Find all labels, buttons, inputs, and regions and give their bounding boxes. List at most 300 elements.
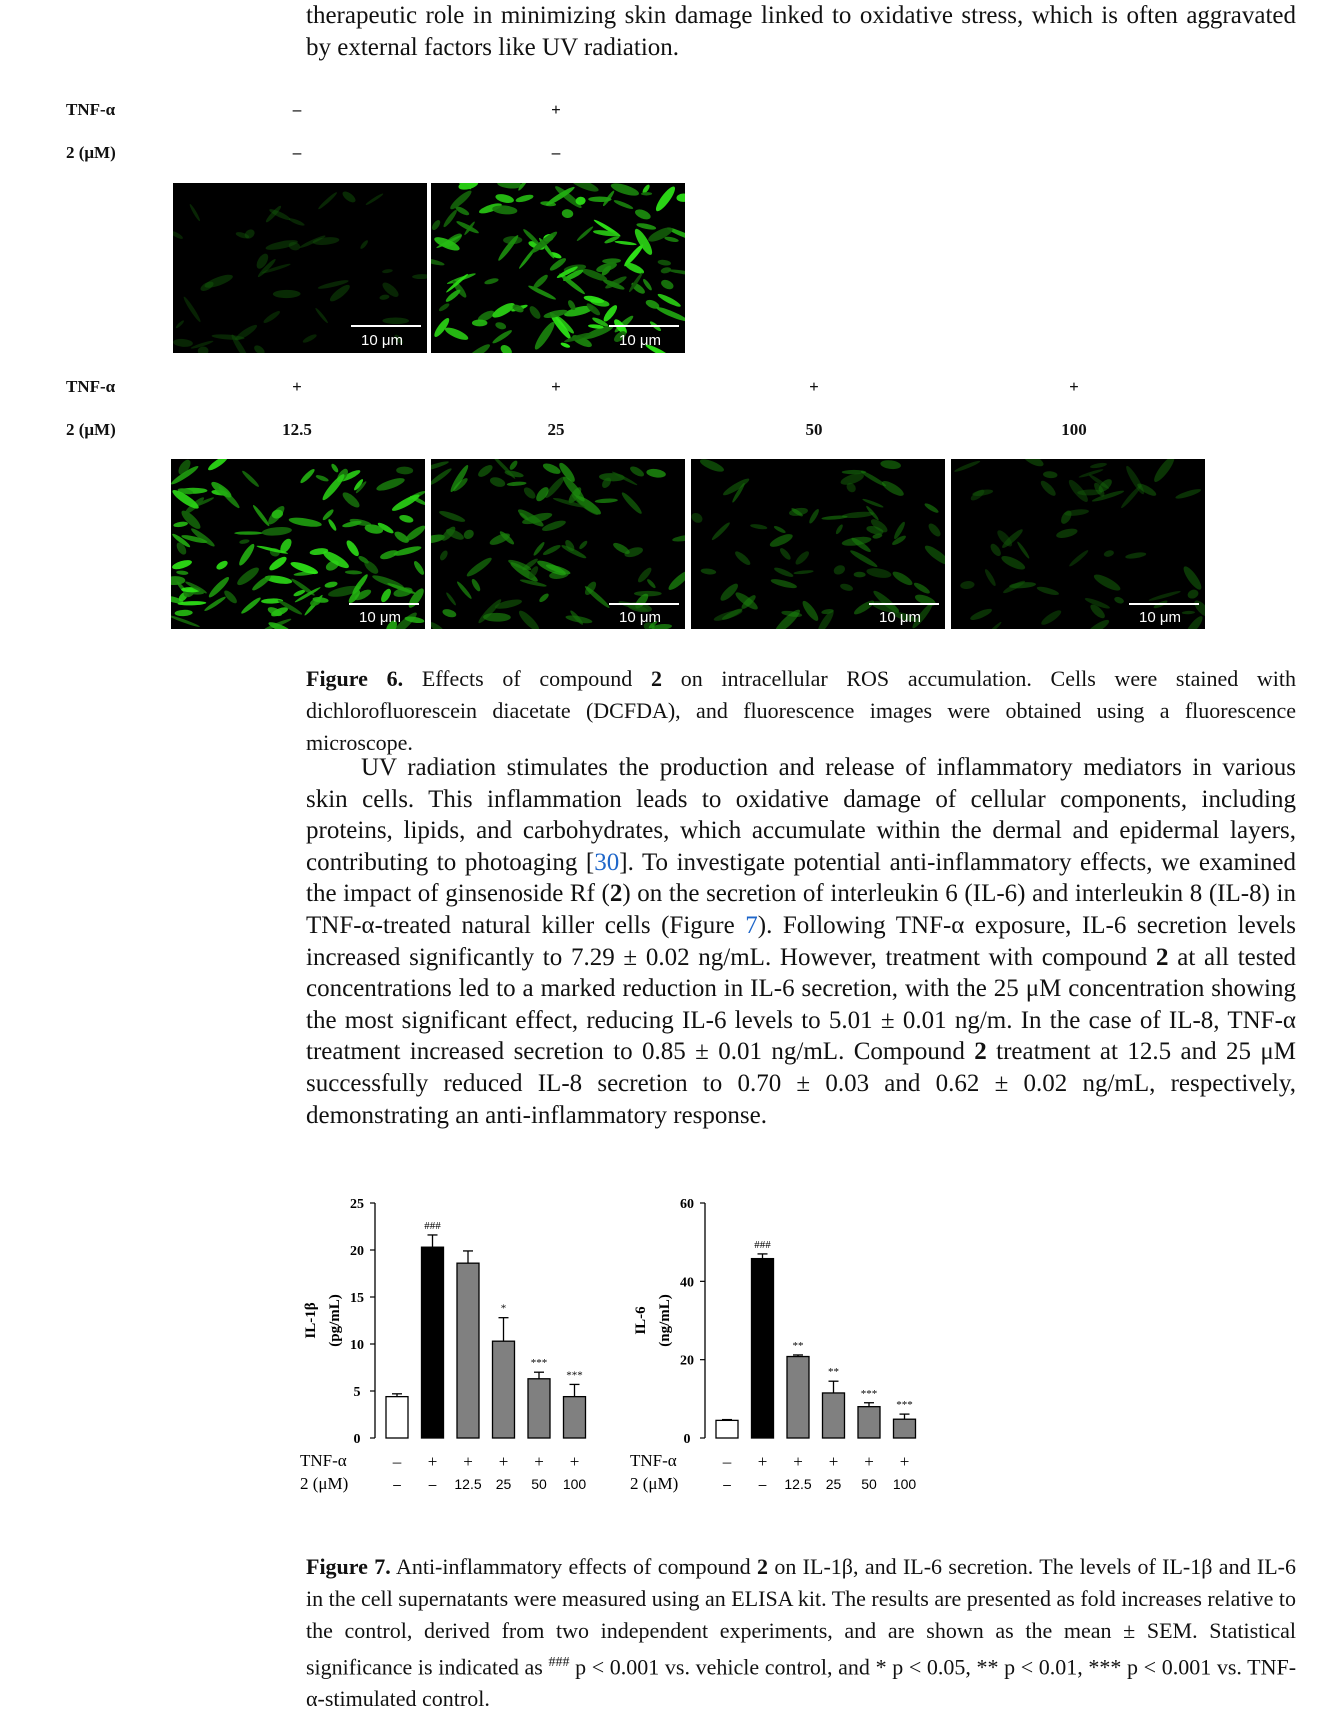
cell-mark <box>445 592 457 607</box>
cell-mark <box>646 578 657 589</box>
cell-mark <box>636 222 657 231</box>
cell-mark <box>891 569 914 587</box>
cell-mark <box>345 570 362 575</box>
cell-mark <box>629 464 646 478</box>
body-paragraph <box>306 752 1296 1131</box>
body-text: at all tested concentrations led to a marked reduction in IL-6 secretion, with the 25 μM concentration showing the most significant effect, reducing IL-6 levels to 5.01 ± 0.01 ng/m. In the case of IL-8, TNF-α treatment increased secretion to 0.85 ± 0.01 ng/mL. Compound <box>306 943 1297 1066</box>
cell-mark <box>171 558 193 571</box>
cell-mark <box>1039 479 1058 498</box>
caption-compound: 2 <box>756 1554 768 1579</box>
cell-mark <box>1148 590 1181 603</box>
cell-mark <box>1092 572 1122 594</box>
cell-mark <box>841 535 872 547</box>
cell-mark <box>862 498 884 509</box>
y-axis-unit: (ng/mL) <box>657 1294 673 1347</box>
bar <box>528 1379 550 1438</box>
cell-mark <box>465 342 492 353</box>
cell-mark <box>839 583 853 593</box>
figure7-caption <box>306 1551 1296 1715</box>
scale-bar-label: 10 μm <box>619 609 661 626</box>
cell-mark <box>483 613 511 622</box>
compound-value: 12.5 <box>454 1476 482 1492</box>
cell-mark <box>528 304 543 320</box>
cell-mark <box>382 317 409 324</box>
figure6-caption-label: Figure 6. <box>306 666 404 691</box>
cell-mark <box>595 498 618 504</box>
cell-mark <box>613 199 634 211</box>
tnf-value: + <box>534 1452 544 1471</box>
cell-mark <box>484 277 499 285</box>
scale-bar-label: 10 μm <box>359 609 401 626</box>
fig6-row2-compound-label: 2 (μM) <box>66 420 116 439</box>
chart-il1b <box>300 1195 620 1535</box>
cell-mark <box>641 192 652 196</box>
cell-mark <box>542 461 562 476</box>
figure-link[interactable]: 7 <box>745 911 758 939</box>
cell-mark <box>173 338 193 347</box>
cell-mark <box>495 193 515 205</box>
compound-value: 100 <box>562 1476 587 1492</box>
cell-mark <box>494 321 507 331</box>
cell-mark <box>1039 608 1063 627</box>
cell-mark <box>620 491 644 516</box>
fig6-row2-compound-value: 100 <box>1061 420 1087 439</box>
cell-mark <box>365 192 384 206</box>
caption-text: p < 0.001 vs. vehicle control, and * p < 0.05, ** p < 0.01, *** p < 0.001 vs. TNF-α-stimulated control. <box>306 1654 1297 1712</box>
cell-mark <box>239 539 250 545</box>
cell-mark <box>866 567 892 580</box>
cell-mark <box>396 466 413 474</box>
cell-mark <box>538 592 550 604</box>
cell-mark <box>515 193 534 203</box>
cell-mark <box>1103 549 1115 558</box>
significance-label: *** <box>530 1357 548 1370</box>
cell-mark <box>1055 527 1078 540</box>
cell-mark <box>412 274 427 279</box>
cell-mark <box>176 570 189 575</box>
cell-mark <box>542 543 562 556</box>
cell-mark <box>576 225 595 242</box>
y-tick-label: 15 <box>350 1291 364 1306</box>
fig6-row2-tnf-value: + <box>292 377 302 396</box>
cell-mark <box>656 292 682 309</box>
cell-mark <box>1183 614 1205 629</box>
cell-mark <box>676 193 685 202</box>
cell-mark <box>442 209 459 229</box>
cell-mark <box>561 209 573 219</box>
compound-value: – <box>723 1476 731 1492</box>
micrograph-12-5 <box>171 459 425 629</box>
cell-mark <box>431 620 447 629</box>
caption-text: Effects of compound <box>421 666 633 691</box>
cell-mark <box>209 479 233 500</box>
y-tick-label: 40 <box>680 1275 694 1291</box>
cell-mark <box>1186 588 1199 600</box>
cell-mark <box>1036 585 1060 597</box>
fig6-row1-tnf-value: + <box>551 100 561 119</box>
cell-mark <box>983 568 997 587</box>
cell-mark <box>470 578 482 593</box>
cell-mark <box>516 608 541 629</box>
tnf-value: – <box>392 1452 402 1471</box>
cell-mark <box>614 240 636 246</box>
cell-mark <box>713 608 744 623</box>
cell-mark <box>253 344 267 353</box>
cell-mark <box>891 534 907 547</box>
cell-mark <box>327 518 338 532</box>
caption-compound: 2 <box>651 666 662 691</box>
tnf-value: – <box>722 1452 732 1471</box>
cell-mark <box>321 508 335 522</box>
cell-mark <box>667 268 685 276</box>
cell-mark <box>527 284 557 301</box>
cell-mark <box>203 272 234 290</box>
compound-number: 2 <box>609 880 623 908</box>
cell-mark <box>821 515 847 521</box>
cell-mark <box>772 607 803 629</box>
bar <box>493 1341 515 1438</box>
cell-mark <box>497 183 522 190</box>
cell-mark <box>1000 553 1027 572</box>
scale-bar <box>1129 603 1199 605</box>
cell-mark <box>438 509 466 524</box>
cell-mark <box>507 481 527 486</box>
cell-mark <box>262 309 281 324</box>
cell-mark <box>215 559 229 571</box>
cell-mark <box>171 576 185 586</box>
cell-mark <box>923 543 945 568</box>
cell-mark <box>583 584 611 609</box>
cell-mark <box>800 599 821 623</box>
scale-bar <box>349 603 419 605</box>
cell-mark <box>1016 541 1031 560</box>
tnf-value: + <box>463 1452 473 1471</box>
fig6-row2-compound-value: 25 <box>547 420 565 439</box>
cell-mark <box>1151 459 1177 484</box>
compound-value: 12.5 <box>784 1476 812 1492</box>
micrograph-50 <box>691 459 945 629</box>
cell-mark <box>456 580 473 600</box>
cell-mark <box>1090 462 1108 469</box>
cell-mark <box>344 539 361 558</box>
bar <box>422 1247 444 1438</box>
tnf-row-label: TNF-α <box>300 1451 347 1470</box>
y-tick-label: 10 <box>350 1338 364 1353</box>
cell-mark <box>267 554 288 572</box>
cell-mark <box>880 459 902 470</box>
cell-mark <box>412 560 425 577</box>
cell-mark <box>778 547 792 562</box>
y-axis-label: IL-6 <box>633 1306 649 1335</box>
compound-value: 100 <box>892 1476 917 1492</box>
cell-mark <box>444 325 470 342</box>
cell-mark <box>261 526 292 537</box>
cell-mark <box>182 295 202 323</box>
fig6-row2-tnf-label: TNF-α <box>66 377 116 396</box>
cell-mark <box>926 521 942 538</box>
bar <box>787 1357 809 1438</box>
cell-mark <box>923 502 939 515</box>
cell-mark <box>1125 551 1147 560</box>
compound-value: 25 <box>825 1476 842 1492</box>
significance-label: ### <box>424 1219 441 1232</box>
fig6-row1-tnf-label: TNF-α <box>66 100 116 119</box>
bar <box>894 1419 916 1438</box>
tnf-value: + <box>569 1452 580 1471</box>
chart-il6 <box>630 1195 950 1535</box>
y-tick-label: 60 <box>680 1197 694 1212</box>
tnf-value: + <box>427 1452 438 1471</box>
bar <box>564 1397 586 1438</box>
cell-mark <box>288 516 322 529</box>
y-tick-label: 5 <box>353 1385 361 1400</box>
caption-text: Anti-inflammatory effects of compound <box>395 1554 751 1579</box>
cell-mark <box>237 542 257 567</box>
cell-mark <box>379 294 390 301</box>
cell-mark <box>302 333 318 344</box>
cell-mark <box>646 468 667 479</box>
body-text: ]. To investigate potential anti-inflammatory effects, we examined the impact of ginsenoside Rf ( <box>306 848 1296 908</box>
y-axis-unit: (pg/mL) <box>327 1294 343 1347</box>
cell-mark <box>691 511 704 525</box>
cell-mark <box>489 475 507 488</box>
tnf-value: + <box>899 1452 910 1471</box>
tnf-value: + <box>498 1452 509 1471</box>
cell-mark <box>359 239 369 250</box>
cell-mark <box>634 207 652 221</box>
cell-mark <box>490 459 516 480</box>
cell-mark <box>375 476 406 493</box>
caption-text: on IL-1β, and IL-6 secretion. The levels of IL-1β and IL-6 in the cell supernatants were measured using an ELISA kit. The results are presented as fold increases relative to the control, derived from two independent experiments, and are shown as the mean ± SEM. Statistical significance is indicated as <box>306 1554 1297 1680</box>
cell-mark <box>252 504 271 527</box>
cell-mark <box>1113 596 1125 605</box>
micrograph-tnf <box>431 183 685 353</box>
scale-bar <box>869 603 939 605</box>
cell-mark <box>666 568 685 592</box>
cell-mark <box>1068 549 1090 568</box>
cell-mark <box>522 485 538 500</box>
cell-mark <box>849 548 879 569</box>
significance-label: ** <box>792 1339 804 1352</box>
compound-value: – <box>758 1476 767 1492</box>
compound-value: 50 <box>861 1476 877 1492</box>
cell-mark <box>171 614 200 628</box>
cell-mark <box>431 219 442 232</box>
cell-mark <box>476 463 494 479</box>
fig6-row2-compound-value: 12.5 <box>282 420 312 439</box>
cell-mark <box>835 523 844 535</box>
cell-mark <box>173 521 188 528</box>
fig6-row1-tnf-value: – <box>292 100 302 119</box>
cell-mark <box>432 316 451 339</box>
scale-bar <box>609 603 679 605</box>
cell-mark <box>854 572 866 578</box>
significance-label: *** <box>860 1387 878 1400</box>
cell-mark <box>794 549 811 566</box>
caption-text: on intracellular ROS accumulation. Cells were stained with dichlorofluorescein diacetate (DCFDA), and fluorescence images were obtained using a fluorescence microscope. <box>306 666 1297 755</box>
fig6-row1-compound-label: 2 (μM) <box>66 143 116 162</box>
cell-mark <box>532 273 550 290</box>
bar <box>752 1259 774 1438</box>
tnf-row-label: TNF-α <box>630 1451 677 1470</box>
cell-mark <box>655 305 685 323</box>
cell-mark <box>465 555 494 578</box>
compound-number: 2 <box>1156 943 1169 971</box>
cell-mark <box>913 581 932 595</box>
cell-mark <box>914 592 937 608</box>
cell-mark <box>390 492 421 513</box>
scale-bar-label: 10 μm <box>361 332 403 349</box>
y-axis-label: IL-1β <box>303 1302 319 1339</box>
fig6-row1-compound-value: – <box>551 143 561 162</box>
cell-mark <box>438 302 451 313</box>
cell-mark <box>541 518 567 533</box>
cell-mark <box>653 184 678 213</box>
body-text: ) on the secretion of interleukin 6 (IL-6) and interleukin 8 (IL-8) in TNF-α-treated natural killer cells (Figure <box>306 880 1296 939</box>
micrograph-100 <box>951 459 1205 629</box>
cell-mark <box>750 523 768 530</box>
tnf-value: + <box>828 1452 839 1471</box>
compound-row-label: 2 (μM) <box>630 1474 679 1493</box>
cell-mark <box>431 467 453 487</box>
cell-mark <box>379 587 393 604</box>
cell-mark <box>880 478 906 498</box>
scale-bar-label: 10 μm <box>619 332 661 349</box>
significance-label: *** <box>566 1369 583 1382</box>
cell-mark <box>240 596 262 615</box>
significance-label: * <box>500 1302 507 1315</box>
cell-mark <box>340 490 361 510</box>
cell-mark <box>241 469 260 488</box>
cell-mark <box>1085 617 1111 629</box>
cell-mark <box>1182 611 1195 615</box>
body-text: ). Following TNF-α exposure, IL-6 secretion levels increased significantly to 7.29 ± 0.02 ng/mL. However, treatment with compound <box>306 911 1296 971</box>
bar <box>457 1263 479 1438</box>
cell-mark <box>206 459 229 472</box>
fig6-row2-tnf-value: + <box>809 377 819 396</box>
cell-mark <box>718 581 740 603</box>
intro-paragraph <box>306 0 1296 64</box>
cell-mark <box>770 577 798 590</box>
cell-mark <box>560 342 571 349</box>
cell-mark <box>969 607 993 622</box>
cell-mark <box>299 467 316 484</box>
reference-link[interactable]: 30 <box>594 848 620 876</box>
bar <box>823 1393 845 1438</box>
cell-mark <box>330 463 340 474</box>
cell-mark <box>175 319 185 329</box>
cell-mark <box>660 278 675 291</box>
cell-mark <box>382 269 393 274</box>
cell-mark <box>462 528 476 541</box>
cell-mark <box>700 568 716 576</box>
cell-mark <box>768 532 794 550</box>
cell-mark <box>491 328 513 345</box>
cell-mark <box>960 580 975 589</box>
intro-text: therapeutic role in minimizing skin damage linked to oxidative stress, which is often aggravated by external factors like UV radiation. <box>306 2 1296 61</box>
figure7-caption-label: Figure 7. <box>306 1554 391 1579</box>
tnf-value: + <box>793 1452 803 1471</box>
cell-mark <box>1175 487 1202 500</box>
significance-label: ** <box>828 1366 839 1379</box>
cell-mark <box>1043 471 1058 479</box>
cell-mark <box>793 569 813 574</box>
figure6-caption <box>306 663 1296 759</box>
cell-mark <box>657 259 671 266</box>
cell-mark <box>173 230 184 241</box>
fig6-row2-compound-value: 50 <box>805 420 823 439</box>
cell-mark <box>773 525 786 534</box>
scale-bar-label: 10 μm <box>1139 609 1181 626</box>
cell-mark <box>324 581 338 589</box>
fig6-row2-tnf-value: + <box>1069 377 1079 396</box>
cell-mark <box>664 236 679 243</box>
cell-mark <box>341 189 358 204</box>
y-tick-label: 0 <box>353 1432 361 1447</box>
cell-mark <box>317 191 338 211</box>
compound-number: 2 <box>974 1038 987 1066</box>
caption-superscript: ### <box>548 1655 570 1670</box>
cell-mark <box>508 459 519 471</box>
cell-mark <box>593 229 620 237</box>
cell-mark <box>1192 598 1205 619</box>
compound-value: 25 <box>495 1476 512 1492</box>
cell-mark <box>1181 564 1204 592</box>
cell-mark <box>773 566 794 579</box>
body-text: treatment at 12.5 and 25 μM successfully reduced IL-8 secretion to 0.70 ± 0.03 and 0.62 ± 0.02 ng/mL, respectively, demonstrating an anti-inflammatory response. <box>306 1038 1296 1129</box>
cell-mark <box>442 608 458 619</box>
cell-mark <box>733 549 752 567</box>
cell-mark <box>672 534 685 543</box>
scale-bar-label: 10 μm <box>879 609 921 626</box>
cell-mark <box>499 343 514 353</box>
significance-label: *** <box>896 1399 913 1412</box>
cell-mark <box>314 307 329 324</box>
cell-mark <box>612 541 632 556</box>
cell-mark <box>565 614 593 625</box>
tnf-value: + <box>757 1452 768 1471</box>
cell-mark <box>532 320 557 352</box>
cell-mark <box>472 320 488 327</box>
cell-mark <box>198 346 209 353</box>
cell-mark <box>315 474 329 483</box>
cell-mark <box>832 564 846 577</box>
body-text: UV radiation stimulates the production and release of inflammatory mediators in various skin cells. This inflammation leads to oxidative damage of cellular components, including proteins, lipids, and carbohydrates, which accumulate within the dermal and epidermal layers, contributing to photoaging [ <box>306 754 1296 876</box>
cell-mark <box>733 590 760 612</box>
y-tick-label: 25 <box>350 1197 364 1212</box>
cell-mark <box>710 521 731 542</box>
tnf-value: + <box>864 1452 874 1471</box>
y-tick-label: 0 <box>683 1432 691 1447</box>
fig6-row1-compound-value: – <box>292 143 302 162</box>
cell-mark <box>288 217 305 227</box>
cell-mark <box>203 595 227 612</box>
cell-mark <box>438 549 449 561</box>
cell-mark <box>174 609 192 616</box>
fig6-row2-tnf-value: + <box>551 377 561 396</box>
y-tick-label: 20 <box>350 1244 364 1259</box>
bar <box>716 1420 738 1438</box>
micrograph-25 <box>431 459 685 629</box>
y-tick-label: 20 <box>680 1353 694 1369</box>
cell-mark <box>189 203 202 222</box>
cell-mark <box>431 257 445 267</box>
cell-mark <box>234 531 263 535</box>
scale-bar <box>609 325 679 327</box>
cell-mark <box>273 290 301 298</box>
cell-mark <box>989 542 1003 558</box>
cell-mark <box>320 472 347 502</box>
